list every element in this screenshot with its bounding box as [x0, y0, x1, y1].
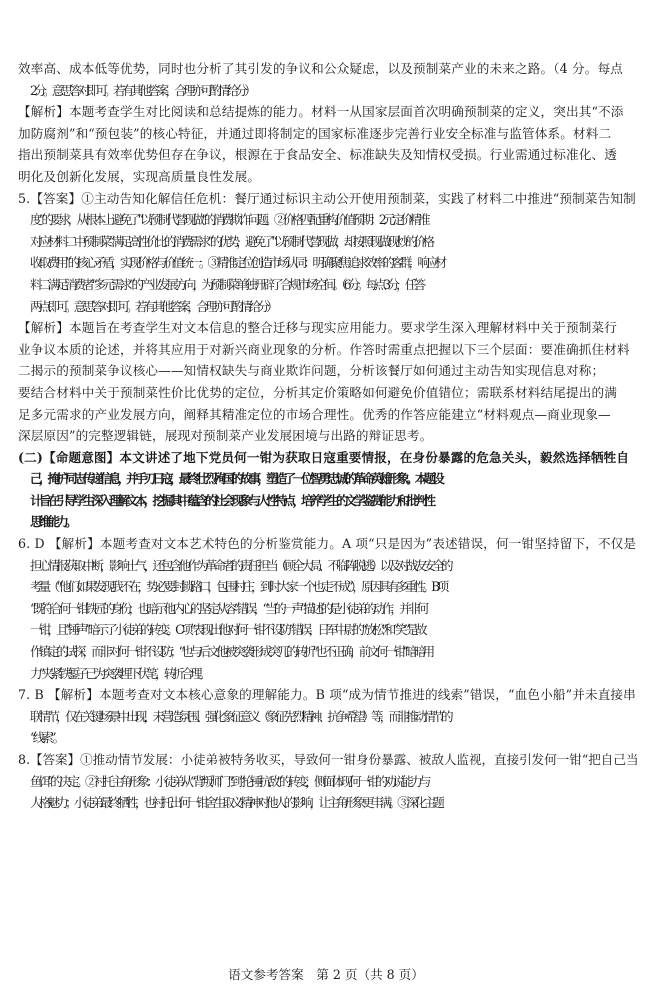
- analysis-line: 加防腐剂”和“预包装”的核心特征，并通过即将制定的国家标准逐步完善行业安全标准与监管体系。材料二: [18, 125, 612, 141]
- analysis-line: 【解析】本题考查学生对比阅读和总结提炼的能力。材料一从国家层面首次明确预制菜的定义，突出其“不添: [18, 104, 624, 120]
- analysis-line: 指出预制菜具有效率优势但存在争议，根源在于食品安全、标准缺失及知情权受损。行业需通过标准化、透: [18, 147, 617, 163]
- answer-6-line: 一钳，且“锤声”暗示了小徒弟的转变。C 项“表现出他对何一钳不设防”错误，日军中尉的“放松”和“笑”是故: [30, 622, 424, 638]
- answer-6-line: 6. D 【解析】本题考查对文本艺术特色的分析鉴赏能力。A 项“只是因为”表述错误，何一钳坚持留下，不仅是: [18, 536, 637, 552]
- analysis-5-line: 深层原因”的完整逻辑链，展现对预制菜产业发展困境与出路的辩证思考。: [18, 428, 433, 444]
- page-footer: 语文参考答案 第 2 页（共 8 页）: [228, 967, 424, 982]
- answer-page-body: [18, 58, 638, 814]
- answer-8-line: 8.【答案】①推动情节发展：小徒弟被特务收买，导致何一钳身份暴露、被敌人监视，直接引发何一钳“把自己当: [18, 752, 639, 767]
- design-intent-line: (二)【命题意图】本文讲述了地下党员何一钳为获取日寇重要情报，在身份暴露的危急关头，毅然选择牺牲自: [18, 449, 630, 465]
- answer-6-line: “既符合何一钳铁匠的身份，也暗示他内心的坚定从容”错误，“‘当’的一声”描述的是小徒弟的动作，并非何: [30, 600, 426, 616]
- answer-6-line: 力”夹紧铁錾子已为突袭埋下伏笔，转折合理。: [30, 665, 208, 681]
- answer-6-line: 考量（“他们如果发现我不在，势必要封锁路口，包围村庄，到时大家一个也走不成”），原因具有多重性。B 项: [30, 579, 446, 595]
- answer-7-line: “线索”。: [30, 730, 62, 746]
- analysis-5-line: 【解析】本题旨在考查学生对文本信息的整合迁移与现实应用能力。要求学生深入理解材料中关于预制菜行: [18, 320, 617, 336]
- design-intent-line: 思维能力。: [30, 514, 74, 530]
- answer-6-line: 作镇定的试探，而非对何一钳不设防；“也与后文他被突袭形成突兀的转折”也不正确，前文何一钳“暗暗用: [30, 644, 432, 660]
- text-line: 效率高、成本低等优势，同时也分析了其引发的争议和公众疑虑，以及预制菜产业的未来之路。（4 分。每点: [18, 61, 623, 76]
- analysis-5-line: 足多元需求的产业发展方向，阐释其精准定位的市场合理性。优秀的作答应能建立“材料观点—商业现象—: [18, 406, 611, 422]
- answer-8-line: 人格魅力；小徒弟最终牺牲，也衬托出何一钳舍生取义精神对他人的影响，让主角形象更丰满。③深化主题: [30, 795, 441, 811]
- answer-7-line: 7. B 【解析】本题考查对文本核心意象的理解能力。B 项“成为情节推进的线索”错误，“血色小船”并未直接串: [18, 687, 636, 703]
- answer-8-line: 鱼饵”的决定。②衬托主角形象：小徒弟从“背叛师门”到“抡锤抗敌”的转变，侧面体现何一钳的劝说能力与: [30, 773, 428, 789]
- analysis-5-line: 要结合材料中关于预制菜性价比优势的定位，分析其定价策略如何避免价值错位；需联系材料结尾提出的满: [18, 384, 617, 400]
- analysis-5-line: 二揭示的预制菜争议核心——知情权缺失与商业欺诈问题，分析该餐厅如何通过主动告知实现信息对称；: [18, 363, 605, 379]
- answer-7-line: 联情节，仅在关键场景中出现，未营造氛围、强化象征意义（象征先烈精神、抗争希望）等，而非推动情节的: [30, 708, 450, 724]
- answer-5-line: 度”的要求，从根本上避免了“以预制代替现做”的消费欺诈问题。②价格匹配重构价值预期：2 元定价精准: [30, 212, 427, 228]
- analysis-5-line: 业争议本质的论述，并将其应用于对新兴商业现象的分析。作答时需重点把握以下三个层面：要准确抓住材料: [18, 341, 630, 357]
- text-line: 2 分。意思答对即可。若有其他答案，合理亦可酌情给分）: [30, 82, 253, 98]
- analysis-line: 明化及创新化发展，实现高质量良性发展。: [18, 168, 261, 184]
- answer-5-line: 对应材料二中预制菜“满足高性价比的消费需求”的优势，避免了“以预制代替现做，却按照现做现炒的价格: [30, 233, 432, 249]
- answer-5-line: 料二满足消费者“多元需求”的产业发展方向，为预制菜单独开辟了合规市场空间。（6 分。每点 3 分，任答: [30, 276, 423, 292]
- design-intent-line: 己，掩护同志传递信息，并手刃日寇，最终壮烈殉国的故事，塑造了一位智勇忠诚的革命英雄形象。本题设: [30, 471, 441, 487]
- design-intent-line: 计旨在引导学生深入理解文本，挖掘其中蕴含的社会现象与人性特点，培养学生的文学鉴赏能力和批判性: [30, 492, 433, 508]
- answer-5-line: 收取费用”的核心矛盾，实现价格与价值统一。③精准定位创造市场认同：明确聚焦追求效率的客群，响应材: [30, 255, 444, 271]
- answer-5-line: 两点即可。意思答对即可。若有其他答案，合理亦可酌情给分）: [30, 298, 275, 314]
- answer-6-line: 担心情报获取中断，影响士气，还包含他作为革命者的责任担当（顾全大局、不临阵脱逃）以及对战友安全的: [30, 557, 450, 573]
- answer-5-line: 5.【答案】①主动告知化解信任危机：餐厅通过标识主动公开使用预制菜，实践了材料二中推进“预制菜告知制: [18, 190, 636, 206]
